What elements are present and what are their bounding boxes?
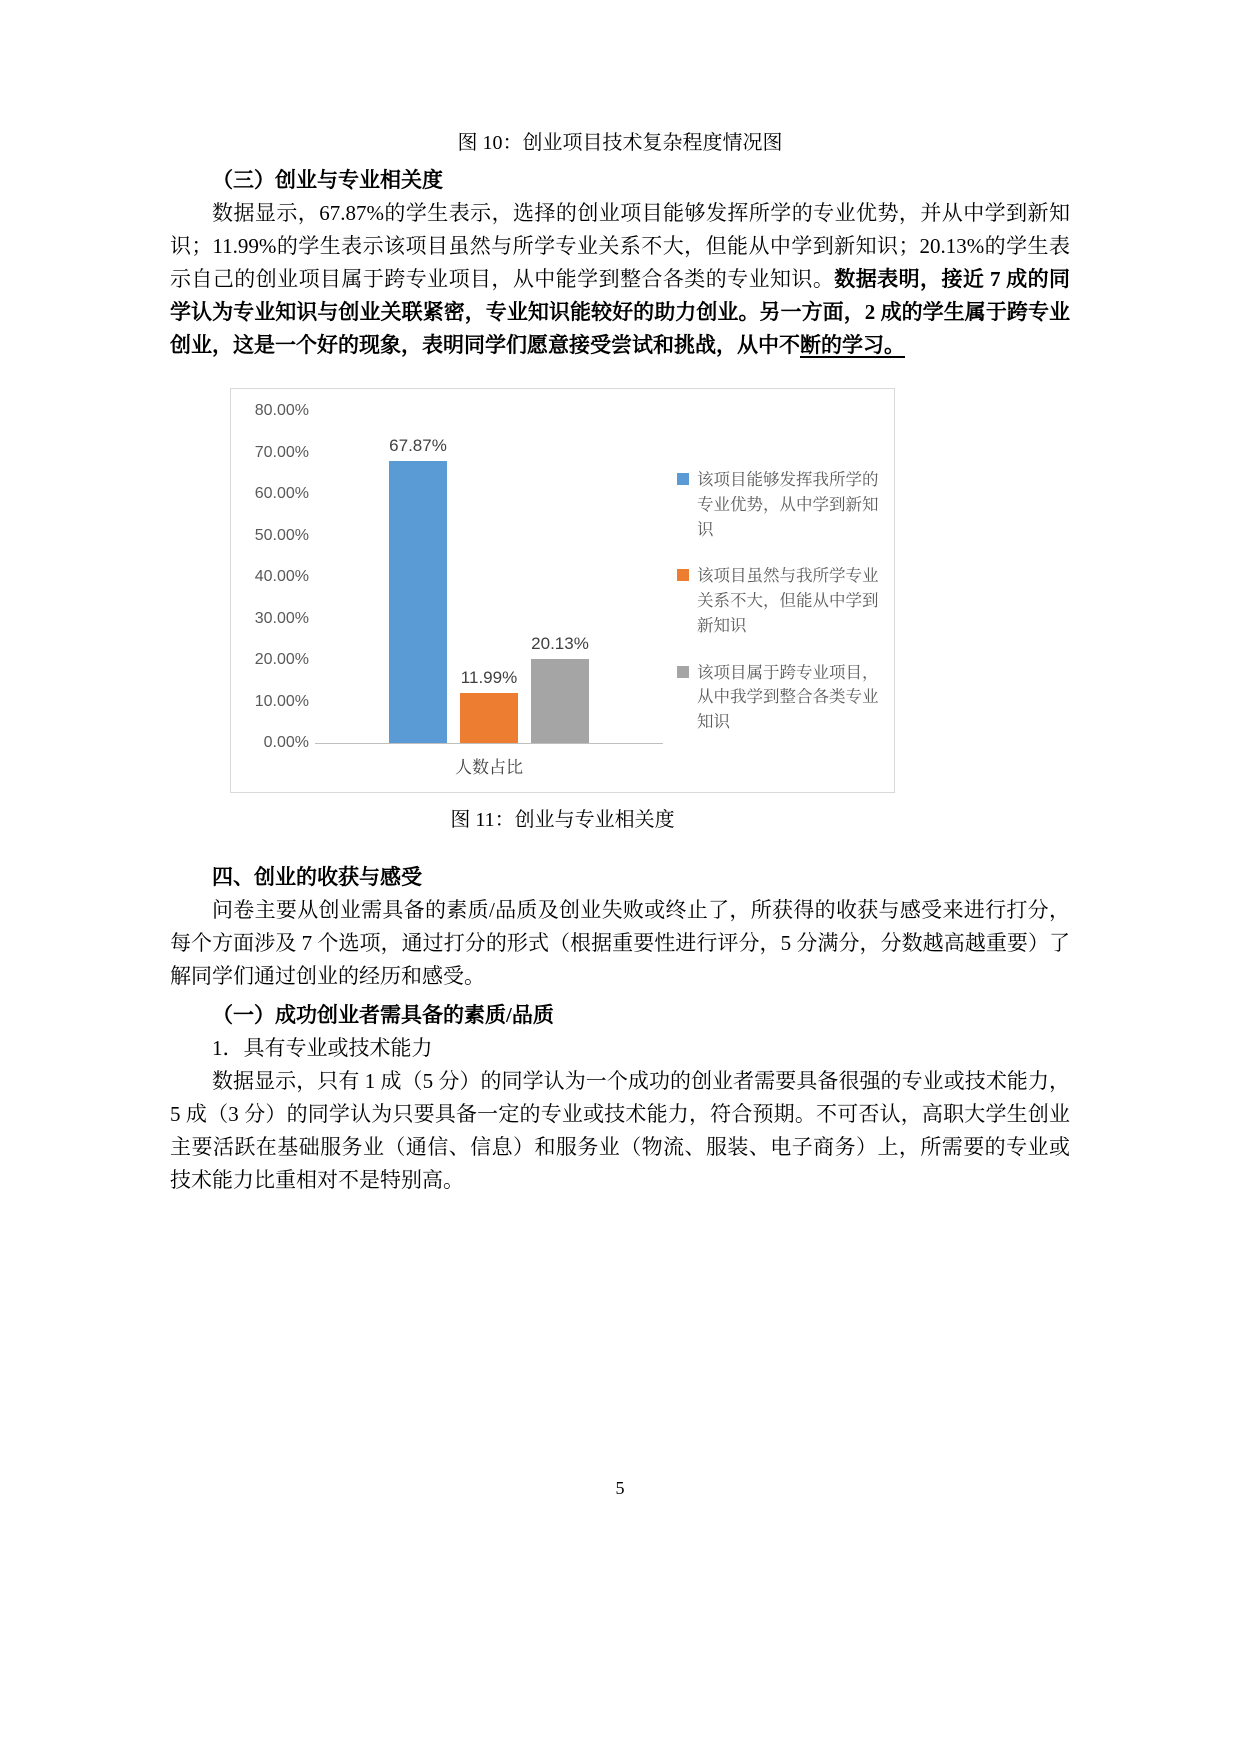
y-tick-label: 40.00% xyxy=(254,568,309,585)
section-3-paragraph xyxy=(170,197,1070,362)
bars xyxy=(315,411,663,743)
section-3-paragraph-bold-underline: 断的学习。 xyxy=(800,333,905,357)
legend-label: 该项目属于跨专业项目，从中我学到整合各类专业知识 xyxy=(697,663,879,732)
fig10-caption: 图 10：创业项目技术复杂程度情况图 xyxy=(457,132,783,154)
bar-value-label: 67.87% xyxy=(389,436,447,456)
bar xyxy=(460,693,518,743)
section-4-heading: 四、创业的收获与感受 xyxy=(212,865,422,889)
spacer xyxy=(170,835,1070,855)
section-4-1-item: 1．具有专业或技术能力 xyxy=(212,1036,433,1060)
legend-swatch xyxy=(677,473,689,485)
y-tick-label: 0.00% xyxy=(263,734,309,751)
y-tick-label: 20.00% xyxy=(254,651,309,668)
section-4-paragraph: 问卷主要从创业需具备的素质/品质及创业失败或终止了，所获得的收获与感受来进行打分，每个方面涉及 7 个选项，通过打分的形式（根据重要性进行评分，5 分满分，分数越高越重要）了解同学们通过创业的经历和感受。 xyxy=(170,898,1070,988)
figure-11 xyxy=(230,388,895,835)
legend-swatch xyxy=(677,569,689,581)
page-number: 5 xyxy=(615,1478,625,1498)
bar-group xyxy=(531,411,589,743)
bar-value-label: 11.99% xyxy=(460,668,518,688)
x-axis-category-label: 人数占比 xyxy=(455,758,523,777)
y-tick-label: 50.00% xyxy=(254,526,309,544)
legend-item xyxy=(677,468,882,542)
y-axis xyxy=(243,402,315,751)
page-content xyxy=(170,128,1070,1197)
y-tick-label: 60.00% xyxy=(254,485,309,502)
section-3-paragraph-normal: 数据显示，67.87%的学生表示，选择的创业项目能够发挥所学的专业优势，并从中学到新知识；11.99%的学生表示该项目虽然与所学专业关系不大，但能从中学到新知识；20.13%的学生表示自己的创业项目属于跨专业项目，从中能学到整合各类的专业知识。 xyxy=(170,201,1070,291)
legend-item xyxy=(677,661,882,735)
legend-item xyxy=(677,564,882,638)
section-4-1-paragraph: 数据显示，只有 1 成（5 分）的同学认为一个成功的创业者需要具备很强的专业或技术能力，5 成（3 分）的同学认为只要具备一定的专业或技术能力，符合预期。不可否认，高职大学生创业主要活跃在基础服务业（通信、信息）和服务业（物流、服装、电子商务）上，所需要的专业或技术能力比重相对不是特别高。 xyxy=(170,1069,1070,1192)
bar-group xyxy=(460,411,518,743)
fig11-caption: 图 11：创业与专业相关度 xyxy=(450,809,675,831)
legend-label: 该项目能够发挥我所学的专业优势，从中学到新知识 xyxy=(697,471,879,539)
legend-swatch xyxy=(677,666,689,678)
legend-label: 该项目虽然与我所学专业关系不大，但能从中学到新知识 xyxy=(697,567,879,635)
y-tick-label: 80.00% xyxy=(254,402,309,419)
section-3-heading: （三）创业与专业相关度 xyxy=(212,168,443,192)
plot-area xyxy=(315,411,663,744)
bar-group xyxy=(389,411,447,743)
plot-column xyxy=(315,411,663,792)
section-4-1-heading: （一）成功创业者需具备的素质/品质 xyxy=(212,1003,554,1027)
section-3-paragraph-bold: 数据表明，接近 7 成的同学认为专业知识与创业关联紧密，专业知识能较好的助力创业。另一方面，2 成的学生属于跨专业创业，这是一个好的现象，表明同学们愿意接受尝试和挑战，从中不 xyxy=(170,267,1071,357)
bar xyxy=(531,659,589,743)
y-tick-label: 70.00% xyxy=(254,443,309,461)
bar-chart xyxy=(230,388,895,793)
y-tick-label: 10.00% xyxy=(254,692,309,710)
chart-legend xyxy=(663,411,882,792)
chart-inner xyxy=(231,389,894,792)
y-tick-label: 30.00% xyxy=(254,609,309,627)
bar-value-label: 20.13% xyxy=(531,634,589,654)
bar xyxy=(389,461,447,743)
